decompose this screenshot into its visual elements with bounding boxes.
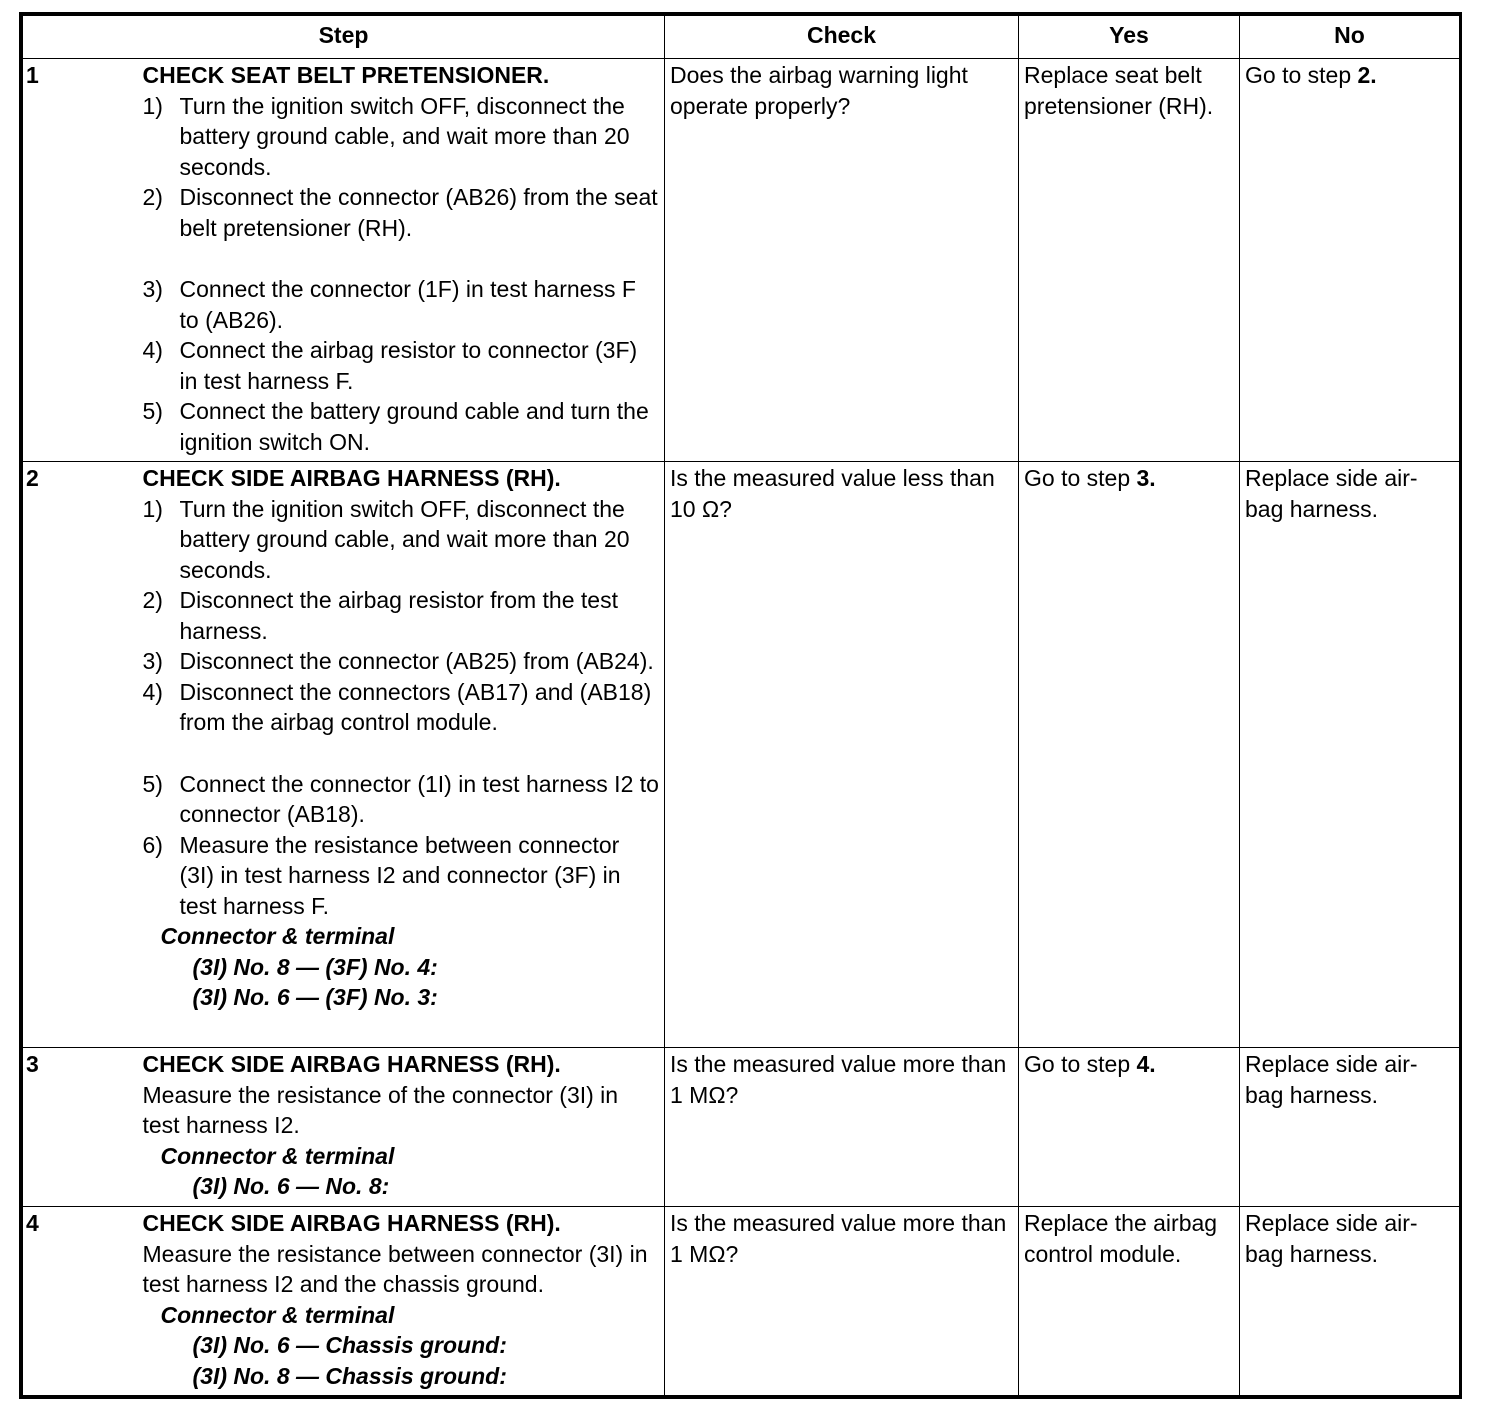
header-row bbox=[23, 16, 1460, 59]
step-title: CHECK SIDE AIRBAG HARNESS (RH). bbox=[142, 465, 561, 491]
list-item: 4) Connect the airbag resistor to connector (3F) in test harness F. bbox=[142, 337, 638, 394]
table-row bbox=[23, 1207, 1460, 1396]
no-cell: Replace side air-bag harness. bbox=[1240, 1207, 1460, 1396]
step-text: Measure the resistance between connector (3I) in test harness I2 and the chassis ground. bbox=[142, 1240, 648, 1297]
list-item: 1) Turn the ignition switch OFF, disconnect the battery ground cable, and wait more than 20 seconds. bbox=[142, 92, 630, 180]
connector-terminal-line: (3I) No. 6 — Chassis ground: bbox=[192, 1332, 507, 1358]
step-cell bbox=[143, 462, 665, 1048]
yes-cell: Replace the airbag control module. bbox=[1019, 1207, 1240, 1396]
connector-terminal-line: (3I) No. 6 — (3F) No. 3: bbox=[192, 984, 438, 1010]
step-cell bbox=[143, 59, 665, 462]
list-item: 5) Connect the battery ground cable and turn the ignition switch ON. bbox=[142, 398, 649, 455]
list-item: 1) Turn the ignition switch OFF, disconnect the battery ground cable, and wait more than 20 seconds. bbox=[142, 495, 630, 583]
header-yes: Yes bbox=[1019, 16, 1240, 59]
step-number: 1 bbox=[23, 59, 143, 462]
list-item: 6) Measure the resistance between connector (3I) in test harness I2 and connector (3F) in test harness F. bbox=[142, 831, 621, 919]
table-row bbox=[23, 462, 1460, 1048]
check-cell: Is the measured value more than 1 MΩ? bbox=[665, 1207, 1019, 1396]
header-no: No bbox=[1240, 16, 1460, 59]
diagnostic-table bbox=[19, 12, 1462, 1399]
connector-terminal-label: Connector & terminal bbox=[160, 1142, 395, 1169]
step-number: 3 bbox=[23, 1048, 143, 1207]
list-item: 2) Disconnect the connector (AB26) from the seat belt pretensioner (RH). bbox=[142, 184, 658, 241]
yes-cell: Replace seat belt pretensioner (RH). bbox=[1019, 59, 1240, 462]
step-title: CHECK SIDE AIRBAG HARNESS (RH). bbox=[142, 1210, 561, 1236]
check-cell: Is the measured value more than 1 MΩ? bbox=[665, 1048, 1019, 1207]
yes-cell: Go to step 4. bbox=[1019, 1048, 1240, 1207]
connector-terminal-line: (3I) No. 8 — (3F) No. 4: bbox=[192, 953, 438, 980]
step-cell bbox=[143, 1207, 665, 1396]
header-step: Step bbox=[23, 16, 665, 59]
list-item: 5) Connect the connector (1I) in test harness I2 to connector (AB18). bbox=[142, 770, 659, 827]
no-cell: Go to step 2. bbox=[1240, 59, 1460, 462]
check-cell: Is the measured value less than 10 Ω? bbox=[665, 462, 1019, 1048]
step-text: Measure the resistance of the connector (3I) in test harness I2. bbox=[142, 1081, 619, 1138]
table-row bbox=[23, 1048, 1460, 1207]
yes-cell: Go to step 3. bbox=[1019, 462, 1240, 1048]
list-item: 2) Disconnect the airbag resistor from the test harness. bbox=[142, 587, 618, 644]
step-number: 4 bbox=[23, 1207, 143, 1396]
no-cell: Replace side air-bag harness. bbox=[1240, 1048, 1460, 1207]
check-cell: Does the airbag warning light operate properly? bbox=[665, 59, 1019, 462]
table-row bbox=[23, 59, 1460, 462]
connector-terminal-line: (3I) No. 6 — No. 8: bbox=[192, 1173, 390, 1199]
header-check: Check bbox=[665, 16, 1019, 59]
step-title: CHECK SEAT BELT PRETENSIONER. bbox=[142, 62, 550, 88]
connector-terminal-label: Connector & terminal bbox=[160, 923, 395, 949]
connector-terminal-line: (3I) No. 8 — Chassis ground: bbox=[192, 1362, 507, 1389]
list-item: 4) Disconnect the connectors (AB17) and (AB18) from the airbag control module. bbox=[142, 678, 652, 735]
step-number: 2 bbox=[23, 462, 143, 1048]
step-cell bbox=[143, 1048, 665, 1207]
list-item: 3) Disconnect the connector (AB25) from (AB24). bbox=[142, 648, 654, 674]
no-cell: Replace side air-bag harness. bbox=[1240, 462, 1460, 1048]
step-title: CHECK SIDE AIRBAG HARNESS (RH). bbox=[142, 1051, 561, 1077]
list-item: 3) Connect the connector (1F) in test harness F to (AB26). bbox=[142, 276, 636, 333]
connector-terminal-label: Connector & terminal bbox=[160, 1301, 395, 1328]
